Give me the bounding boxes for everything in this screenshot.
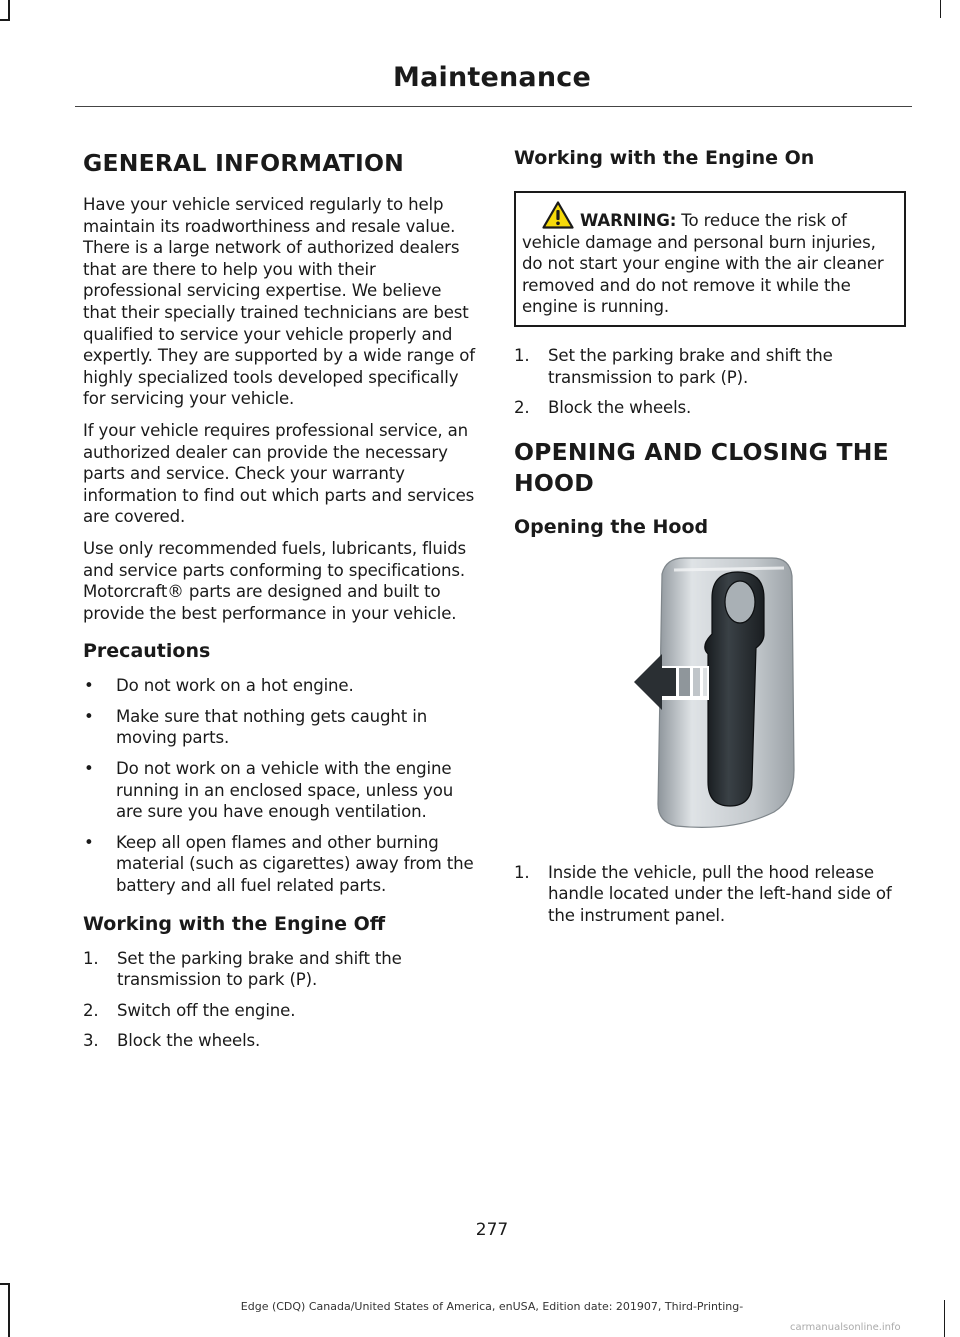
list-item bbox=[83, 675, 475, 697]
hood-section-heading: OPENING AND CLOSING THE HOOD bbox=[514, 437, 889, 497]
list-item-text: Do not work on a hot engine. bbox=[116, 676, 354, 696]
opening-hood-heading: Opening the Hood bbox=[514, 515, 709, 538]
paragraph: Use only recommended fuels, lubricants, fluids and service parts conforming to specifications. Motorcraft® parts are designed and built to provide the best performance in your vehicle. bbox=[83, 538, 467, 623]
list-item bbox=[83, 832, 475, 897]
hood-steps bbox=[514, 862, 906, 927]
engine-off-heading: Working with the Engine Off bbox=[83, 912, 386, 935]
list-item-text: Do not work on a vehicle with the engine running in an enclosed space, unless you are sure you have enough ventilation. bbox=[116, 759, 454, 822]
list-item-text: Make sure that nothing gets caught in moving parts. bbox=[116, 706, 428, 748]
left-column bbox=[83, 140, 475, 1061]
step-text: Block the wheels. bbox=[548, 398, 692, 418]
header-rule bbox=[75, 106, 912, 107]
bullet-mark: • bbox=[84, 832, 94, 852]
warning-text-block bbox=[522, 201, 898, 318]
bullet-mark: • bbox=[84, 759, 94, 779]
step-number: 1. bbox=[83, 948, 99, 968]
list-item bbox=[83, 758, 475, 823]
step-text: Switch off the engine. bbox=[117, 1000, 296, 1020]
engine-on-steps bbox=[514, 345, 906, 419]
paragraph: If your vehicle requires professional service, an authorized dealer can provide the necessary parts and service. Check your warranty information to find out which parts and services are covered. bbox=[83, 420, 475, 527]
step-text: Set the parking brake and shift the transmission to park (P). bbox=[548, 345, 833, 387]
general-information-heading: GENERAL INFORMATION bbox=[83, 149, 405, 177]
right-column bbox=[514, 140, 906, 936]
page-number: 277 bbox=[475, 1220, 509, 1240]
crop-mark bbox=[0, 19, 10, 21]
step-number: 2. bbox=[83, 1000, 99, 1020]
step-item bbox=[83, 1030, 475, 1052]
engine-on-heading: Working with the Engine On bbox=[514, 147, 815, 169]
step-number: 2. bbox=[514, 398, 530, 418]
crop-mark bbox=[8, 0, 10, 19]
step-item bbox=[83, 1000, 475, 1022]
hood-release-handle-illustration bbox=[614, 550, 894, 840]
crop-mark bbox=[940, 0, 941, 18]
warning-label: WARNING: bbox=[580, 211, 677, 230]
step-item bbox=[83, 948, 475, 991]
list-item-text: Keep all open flames and other burning material (such as cigarettes) away from the battery and all fuel related parts. bbox=[116, 832, 474, 896]
paragraph: Have your vehicle serviced regularly to help maintain its roadworthiness and resale value. There is a large network of authorized dealers that are there to help you with their professional servicing expertise. We believe that their specially trained technicians are best qualified to service your vehicle properly and expertly. They are supported by a wide range of highly specialized tools developed specifically for servicing your vehicle. bbox=[83, 195, 475, 409]
step-number: 1. bbox=[514, 862, 530, 882]
hood-release-figure bbox=[514, 550, 906, 840]
footer-edition: Edge (CDQ) Canada/United States of America, enUSA, Edition date: 201907, Third-Printing- bbox=[240, 1300, 744, 1313]
step-text: Inside the vehicle, pull the hood release handle located under the left-hand side of the instrument panel. bbox=[548, 862, 892, 925]
warning-box bbox=[514, 191, 906, 327]
step-item bbox=[514, 345, 906, 388]
warning-triangle-icon bbox=[542, 201, 574, 229]
step-number: 3. bbox=[83, 1031, 99, 1051]
bullet-mark: • bbox=[84, 676, 94, 696]
step-number: 1. bbox=[514, 345, 530, 365]
precautions-list bbox=[83, 675, 475, 896]
warning-text: To reduce the risk of vehicle damage and personal burn injuries, do not start your engine with the air cleaner removed and do not remove it while the engine is running. bbox=[522, 211, 884, 317]
bullet-mark: • bbox=[84, 706, 94, 726]
engine-off-steps bbox=[83, 948, 475, 1052]
list-item bbox=[83, 706, 475, 749]
step-item bbox=[514, 862, 906, 927]
step-text: Block the wheels. bbox=[117, 1031, 261, 1051]
watermark: carmanualsonline.info bbox=[790, 1322, 901, 1333]
page-title: Maintenance bbox=[393, 62, 591, 93]
step-text: Set the parking brake and shift the transmission to park (P). bbox=[117, 948, 402, 990]
step-item bbox=[514, 397, 906, 419]
crop-mark bbox=[0, 1283, 10, 1285]
precautions-heading: Precautions bbox=[83, 640, 211, 663]
